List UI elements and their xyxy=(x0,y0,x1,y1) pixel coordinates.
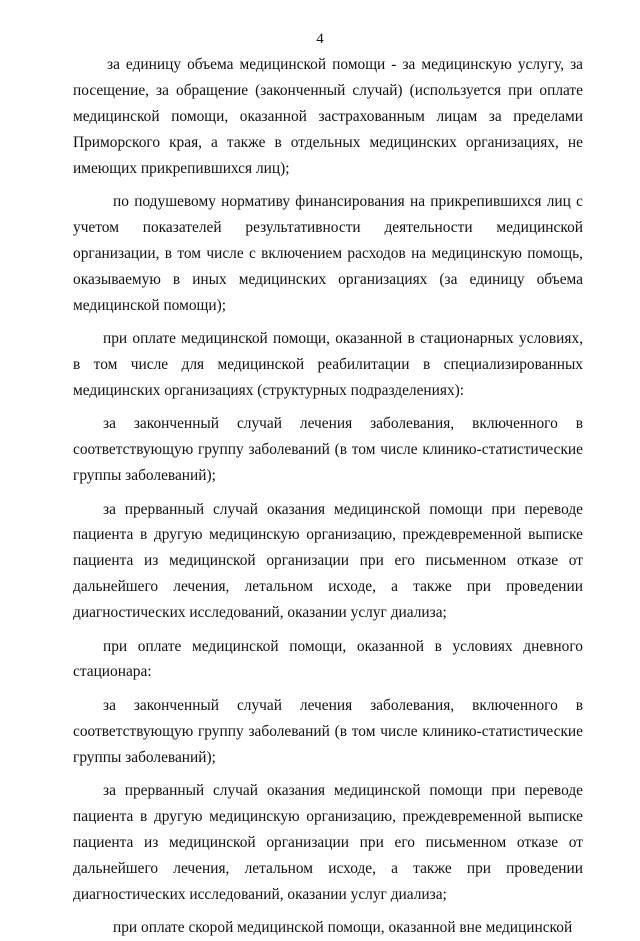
paragraph-6: при оплате медицинской помощи, оказанной в условиях дневного стационара: xyxy=(73,637,583,681)
paragraph-3: при оплате медицинской помощи, оказанной в стационарных условиях, в том числе для медицинской реабилитации в специализированных медицинских организациях (структурных подразделениях): xyxy=(73,330,583,399)
paragraph-8: за прерванный случай оказания медицинской помощи при переводе пациента в другую медицинскую организацию, преждевременной выписке пациента из медицинской организации при его письменном отказе от дальнейшего лечения, летальном исходе, а также при проведении диагностических исследований, оказании услуг диализа; xyxy=(73,782,583,903)
page-number: 4 xyxy=(316,31,324,47)
paragraph-7: за законченный случай лечения заболевания, включенного в соответствующую группу заболеваний (в том числе клинико-статистические группы заболеваний); xyxy=(73,696,583,766)
paragraph-1: за единицу объема медицинской помощи - за медицинскую услугу, за посещение, за обращение (законченный случай) (используется при оплате медицинской помощи, оказанной застрахованным лицам за пределами Приморского края, а также в отдельных медицинских организациях, не имеющих прикрепившихся лиц); xyxy=(73,56,583,177)
paragraph-2: по подушевому нормативу финансирования на прикрепившихся лиц с учетом показателей результативности деятельности медицинской организации, в том числе с включением расходов на медицинскую помощь, оказываемую в иных медицинских организациях (за единицу объема медицинской помощи); xyxy=(73,193,583,314)
paragraph-9: при оплате скорой медицинской помощи, оказанной вне медицинской xyxy=(113,919,573,937)
document-body xyxy=(73,52,583,941)
paragraph-5: за прерванный случай оказания медицинской помощи при переводе пациента в другую медицинскую организацию, преждевременной выписке пациента из медицинской организации при его письменном отказе от дальнейшего лечения, летальном исходе, а также при проведении диагностических исследований, оказании услуг диализа; xyxy=(73,500,583,622)
paragraph-4: за законченный случай лечения заболевания, включенного в соответствующую группу заболеваний (в том числе клинико-статистические группы заболеваний); xyxy=(73,415,583,485)
